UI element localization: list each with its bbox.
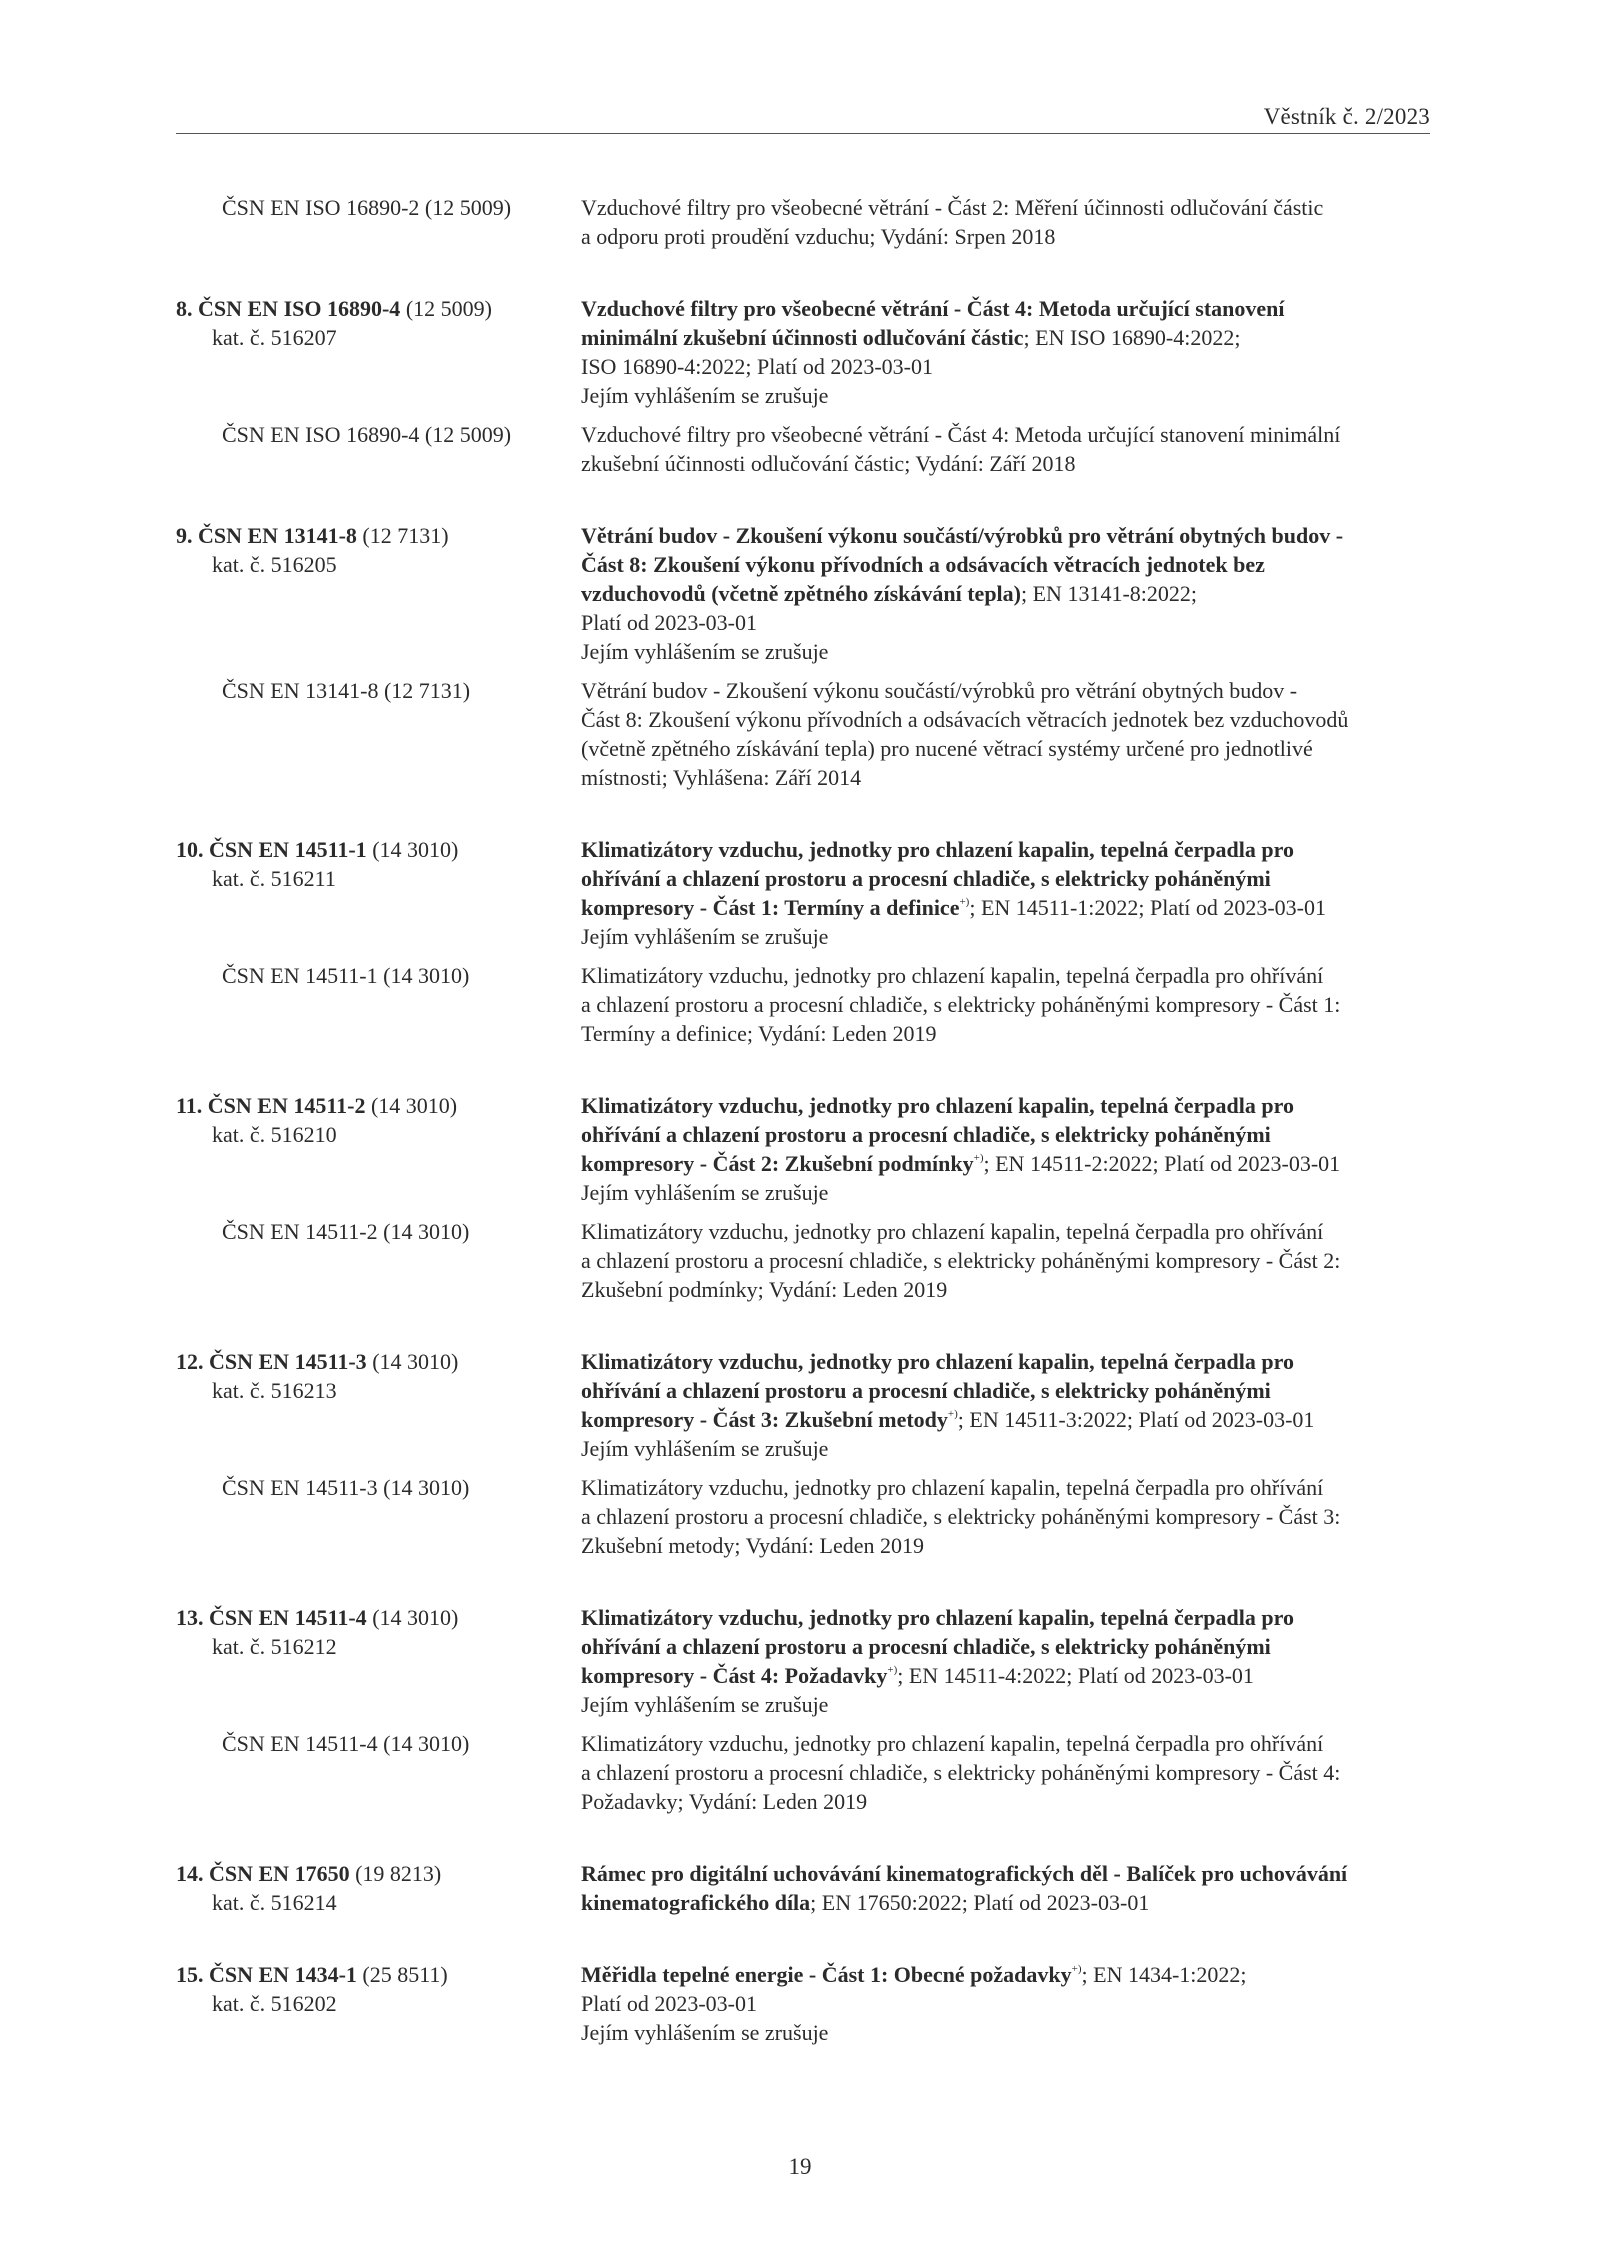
title-line: Zkušební podmínky; Vydání: Leden 2019: [581, 1277, 948, 1302]
standard-entry: [176, 1603, 1436, 1816]
entry-title: [581, 1091, 1436, 1207]
title-line: a chlazení prostoru a procesní chladiče, s elektricky poháněnými kompresory - Část 1:: [581, 992, 1341, 1017]
bulletin-header: Věstník č. 2/2023: [176, 104, 1430, 134]
title-line: [581, 1888, 1436, 1917]
title-line: [581, 1661, 1436, 1690]
title-line: [581, 1091, 1436, 1120]
title-line: Klimatizátory vzduchu, jednotky pro chlazení kapalin, tepelná čerpadla pro ohřívání: [581, 1475, 1324, 1500]
entry-designation: [176, 1347, 576, 1405]
title-line: [581, 1376, 1436, 1405]
standard-code: 13. ČSN EN 14511-4: [176, 1605, 367, 1630]
title-regular-text: ; EN 17650:2022; Platí od 2023-03-01: [810, 1890, 1150, 1915]
footnote-marker: +): [959, 896, 970, 908]
entry-title: [581, 1960, 1436, 2047]
replaced-standard-row: [176, 1473, 1436, 1560]
catalog-number: kat. č. 516212: [212, 1634, 337, 1659]
entry-title: [581, 521, 1436, 666]
entry-heading-row: [176, 1347, 1436, 1463]
title-line: Zkušební metody; Vydání: Leden 2019: [581, 1533, 924, 1558]
replaced-standard-title: [581, 1473, 1436, 1560]
title-regular-text: ISO 16890-4:2022; Platí od 2023-03-01: [581, 354, 933, 379]
title-line: a chlazení prostoru a procesní chladiče, s elektricky poháněnými kompresory - Část 4:: [581, 1760, 1341, 1785]
title-bold-text: Větrání budov - Zkoušení výkonu součástí/výrobků pro větrání obytných budov -: [581, 523, 1344, 548]
title-line: místnosti; Vyhlášena: Září 2014: [581, 765, 862, 790]
entry-designation: [176, 835, 576, 893]
classification-code: (14 3010): [366, 837, 459, 862]
title-line: Klimatizátory vzduchu, jednotky pro chlazení kapalin, tepelná čerpadla pro ohřívání: [581, 1219, 1324, 1244]
title-regular-text: ; EN 14511-1:2022; Platí od 2023-03-01: [969, 895, 1327, 920]
title-bold-text: Klimatizátory vzduchu, jednotky pro chlazení kapalin, tepelná čerpadla pro: [581, 1349, 1294, 1374]
replaced-standard-code: ČSN EN 13141-8 (12 7131): [222, 678, 471, 703]
entry-heading-row: [176, 835, 1436, 951]
classification-code: (25 8511): [356, 1962, 448, 1987]
entry-designation: [176, 1091, 576, 1149]
standard-code: 9. ČSN EN 13141-8: [176, 523, 357, 548]
title-bold-text: ohřívání a chlazení prostoru a procesní chladiče, s elektricky poháněnými: [581, 1634, 1271, 1659]
classification-code: (12 5009): [400, 296, 492, 321]
standard-code: 10. ČSN EN 14511-1: [176, 837, 367, 862]
title-line: [581, 1405, 1436, 1434]
classification-code: (14 3010): [366, 1605, 459, 1630]
replaced-standard-title: [581, 676, 1436, 792]
title-line: [581, 579, 1436, 608]
classification-code: (14 3010): [366, 1349, 459, 1374]
entry-designation: [176, 1859, 576, 1917]
replaced-standard-title: [581, 961, 1436, 1048]
title-line: [581, 323, 1436, 352]
title-line: Požadavky; Vydání: Leden 2019: [581, 1789, 868, 1814]
catalog-number: kat. č. 516202: [212, 1991, 337, 2016]
entry-title: [581, 294, 1436, 410]
title-line: [581, 352, 1436, 381]
title-line: [581, 1632, 1436, 1661]
title-line: [581, 550, 1436, 579]
entry-heading-row: [176, 1859, 1436, 1917]
replaced-standard-code: ČSN EN 14511-2 (14 3010): [222, 1219, 470, 1244]
footnote-marker: +): [887, 1664, 898, 1676]
entry-heading-row: [176, 1960, 1436, 2047]
title-line: Klimatizátory vzduchu, jednotky pro chlazení kapalin, tepelná čerpadla pro ohřívání: [581, 1731, 1324, 1756]
entry-heading-row: [176, 294, 1436, 410]
title-regular-text: Platí od 2023-03-01: [581, 1991, 757, 2016]
title-line: Klimatizátory vzduchu, jednotky pro chlazení kapalin, tepelná čerpadla pro ohřívání: [581, 963, 1324, 988]
title-bold-text: Rámec pro digitální uchovávání kinematografických děl - Balíček pro uchovávání: [581, 1861, 1348, 1886]
title-bold-text: kompresory - Část 4: Požadavky: [581, 1663, 888, 1688]
title-line: Vzduchové filtry pro všeobecné větrání - Část 2: Měření účinnosti odlučování částic: [581, 195, 1324, 220]
title-bold-text: Měřidla tepelné energie - Část 1: Obecné požadavky: [581, 1962, 1072, 1987]
page-number: 19: [788, 2154, 812, 2179]
title-line: [581, 608, 1436, 637]
standard-entry: [176, 521, 1436, 792]
standards-list: [176, 193, 1436, 2090]
replaced-standard-title: [581, 1729, 1436, 1816]
title-bold-text: Část 8: Zkoušení výkonu přívodních a odsávacích větracích jednotek bez: [581, 552, 1265, 577]
replaced-standard-title: [581, 193, 1436, 251]
title-line: [581, 1347, 1436, 1376]
title-line: [581, 864, 1436, 893]
title-line: [581, 1120, 1436, 1149]
standard-number: [176, 1859, 576, 1888]
title-bold-text: Vzduchové filtry pro všeobecné větrání - Část 4: Metoda určující stanovení: [581, 296, 1285, 321]
title-bold-text: Klimatizátory vzduchu, jednotky pro chlazení kapalin, tepelná čerpadla pro: [581, 1093, 1294, 1118]
entry-title: [581, 1859, 1436, 1917]
title-regular-text: ; EN 1434-1:2022;: [1081, 1962, 1247, 1987]
entry-heading-row: [176, 521, 1436, 666]
title-bold-text: ohřívání a chlazení prostoru a procesní chladiče, s elektricky poháněnými: [581, 1122, 1271, 1147]
replaced-standard-code: ČSN EN 14511-4 (14 3010): [222, 1731, 470, 1756]
title-line: [581, 922, 1436, 951]
catalog-number: kat. č. 516205: [212, 552, 337, 577]
entry-heading-row: [176, 1603, 1436, 1719]
title-line: a odporu proti proudění vzduchu; Vydání: Srpen 2018: [581, 224, 1056, 249]
title-bold-text: kompresory - Část 2: Zkušební podmínky: [581, 1151, 974, 1176]
title-regular-text: Jejím vyhlášením se zrušuje: [581, 1436, 829, 1461]
footnote-marker: +): [1071, 1963, 1082, 1975]
catalog-number: kat. č. 516207: [212, 325, 337, 350]
title-bold-text: kinematografického díla: [581, 1890, 811, 1915]
title-line: [581, 1859, 1436, 1888]
standard-number: [176, 1347, 576, 1376]
standard-entry: [176, 1347, 1436, 1560]
classification-code: (19 8213): [349, 1861, 442, 1886]
standard-code: 15. ČSN EN 1434-1: [176, 1962, 357, 1987]
title-line: [581, 893, 1436, 922]
catalog-number: kat. č. 516211: [212, 866, 336, 891]
title-line: Část 8: Zkoušení výkonu přívodních a odsávacích větracích jednotek bez vzduchovodů: [581, 707, 1349, 732]
title-regular-text: Jejím vyhlášením se zrušuje: [581, 924, 829, 949]
title-line: [581, 637, 1436, 666]
standard-number: [176, 294, 576, 323]
title-line: [581, 381, 1436, 410]
standard-number: [176, 1091, 576, 1120]
title-line: zkušební účinnosti odlučování částic; Vydání: Září 2018: [581, 451, 1076, 476]
title-regular-text: ; EN 13141-8:2022;: [1021, 581, 1197, 606]
standard-number: [176, 1960, 576, 1989]
title-bold-text: kompresory - Část 3: Zkušební metody: [581, 1407, 948, 1432]
replaced-standard-code: ČSN EN 14511-1 (14 3010): [222, 963, 470, 988]
title-line: Termíny a definice; Vydání: Leden 2019: [581, 1021, 937, 1046]
standard-code: 11. ČSN EN 14511-2: [176, 1093, 366, 1118]
catalog-number: kat. č. 516213: [212, 1378, 337, 1403]
standard-entry: [176, 294, 1436, 478]
standard-code: 12. ČSN EN 14511-3: [176, 1349, 367, 1374]
title-bold-text: kompresory - Část 1: Termíny a definice: [581, 895, 960, 920]
standard-entry: [176, 835, 1436, 1048]
replaced-standard-row: [176, 193, 1436, 251]
catalog-number: kat. č. 516210: [212, 1122, 337, 1147]
title-bold-text: ohřívání a chlazení prostoru a procesní chladiče, s elektricky poháněnými: [581, 1378, 1271, 1403]
footnote-marker: +): [973, 1152, 984, 1164]
title-regular-text: Jejím vyhlášením se zrušuje: [581, 1180, 829, 1205]
replaced-standard-row: [176, 961, 1436, 1048]
title-line: [581, 1434, 1436, 1463]
title-line: [581, 1690, 1436, 1719]
entry-designation: [176, 521, 576, 579]
replaced-standard-title: [581, 1217, 1436, 1304]
entry-designation: [176, 1603, 576, 1661]
title-line: [581, 294, 1436, 323]
standard-entry: [176, 1960, 1436, 2047]
title-bold-text: ohřívání a chlazení prostoru a procesní chladiče, s elektricky poháněnými: [581, 866, 1271, 891]
title-line: [581, 835, 1436, 864]
title-bold-text: minimální zkušební účinnosti odlučování částic: [581, 325, 1024, 350]
entry-title: [581, 1347, 1436, 1463]
title-bold-text: vzduchovodů (včetně zpětného získávání tepla): [581, 581, 1021, 606]
title-line: [581, 1960, 1436, 1989]
title-regular-text: ; EN 14511-4:2022; Platí od 2023-03-01: [897, 1663, 1254, 1688]
replaced-standard-title: [581, 420, 1436, 478]
replaced-standard-row: [176, 1217, 1436, 1304]
entry-title: [581, 1603, 1436, 1719]
standard-entry: [176, 1859, 1436, 1917]
title-line: Větrání budov - Zkoušení výkonu součástí/výrobků pro větrání obytných budov -: [581, 678, 1298, 703]
standard-number: [176, 835, 576, 864]
title-bold-text: Klimatizátory vzduchu, jednotky pro chlazení kapalin, tepelná čerpadla pro: [581, 837, 1294, 862]
title-regular-text: Jejím vyhlášením se zrušuje: [581, 639, 829, 664]
replaced-standard-code: ČSN EN ISO 16890-4 (12 5009): [222, 422, 512, 447]
footnote-marker: +): [947, 1408, 958, 1420]
title-regular-text: Jejím vyhlášením se zrušuje: [581, 1692, 829, 1717]
replaced-standard-row: [176, 676, 1436, 792]
title-line: [581, 1149, 1436, 1178]
title-regular-text: ; EN ISO 16890-4:2022;: [1023, 325, 1241, 350]
catalog-number: kat. č. 516214: [212, 1890, 337, 1915]
classification-code: (14 3010): [365, 1093, 458, 1118]
entry-heading-row: [176, 1091, 1436, 1207]
replaced-standard-code: ČSN EN ISO 16890-2 (12 5009): [222, 195, 512, 220]
title-regular-text: ; EN 14511-2:2022; Platí od 2023-03-01: [983, 1151, 1341, 1176]
entry-title: [581, 835, 1436, 951]
entry-designation: [176, 294, 576, 352]
title-line: a chlazení prostoru a procesní chladiče, s elektricky poháněnými kompresory - Část 3:: [581, 1504, 1341, 1529]
entry-designation: [176, 1960, 576, 2018]
title-line: Vzduchové filtry pro všeobecné větrání - Část 4: Metoda určující stanovení minimální: [581, 422, 1341, 447]
standard-number: [176, 1603, 576, 1632]
title-bold-text: Klimatizátory vzduchu, jednotky pro chlazení kapalin, tepelná čerpadla pro: [581, 1605, 1294, 1630]
classification-code: (12 7131): [356, 523, 449, 548]
replaced-standard-row: [176, 420, 1436, 478]
title-line: (včetně zpětného získávání tepla) pro nucené větrací systémy určené pro jednotlivé: [581, 736, 1313, 761]
title-line: a chlazení prostoru a procesní chladiče, s elektricky poháněnými kompresory - Část 2:: [581, 1248, 1341, 1273]
standard-entry: [176, 193, 1436, 251]
replaced-standard-code: ČSN EN 14511-3 (14 3010): [222, 1475, 470, 1500]
title-line: [581, 1178, 1436, 1207]
title-regular-text: Jejím vyhlášením se zrušuje: [581, 2020, 829, 2045]
title-line: [581, 2018, 1436, 2047]
standard-entry: [176, 1091, 1436, 1304]
title-line: [581, 1603, 1436, 1632]
title-regular-text: Jejím vyhlášením se zrušuje: [581, 383, 829, 408]
title-regular-text: ; EN 14511-3:2022; Platí od 2023-03-01: [957, 1407, 1315, 1432]
title-line: [581, 521, 1436, 550]
standard-code: 8. ČSN EN ISO 16890-4: [176, 296, 401, 321]
title-regular-text: Platí od 2023-03-01: [581, 610, 757, 635]
standard-code: 14. ČSN EN 17650: [176, 1861, 350, 1886]
standard-number: [176, 521, 576, 550]
title-line: [581, 1989, 1436, 2018]
replaced-standard-row: [176, 1729, 1436, 1816]
